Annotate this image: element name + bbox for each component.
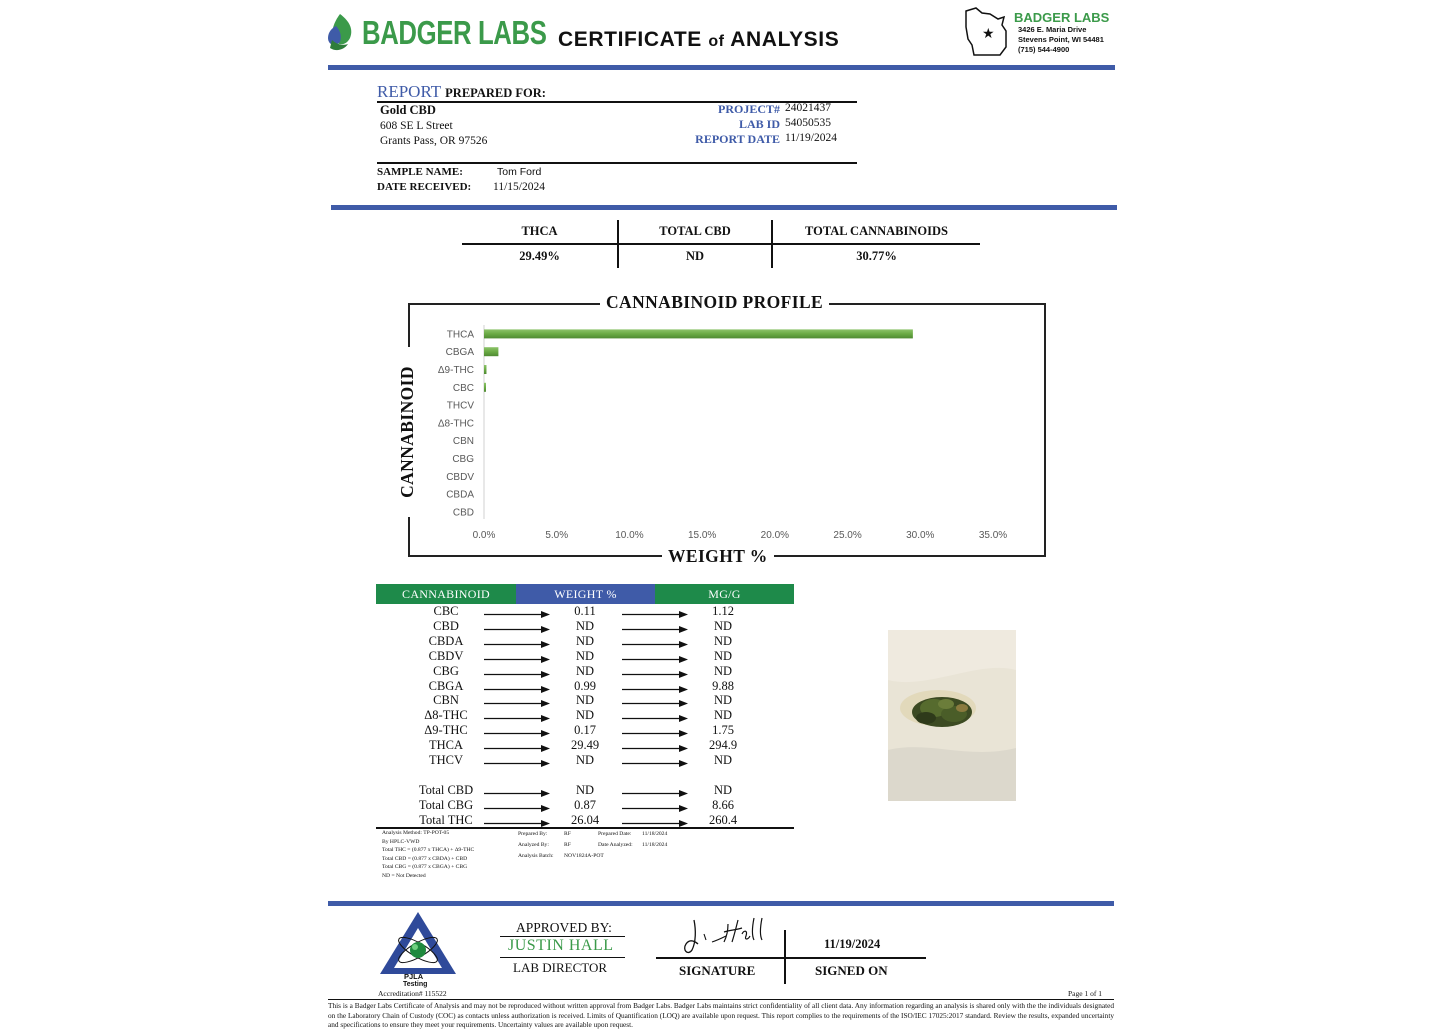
chart-bar [484,347,498,356]
report-date-value: 11/19/2024 [785,132,837,144]
arrow-right-icon [484,640,550,649]
row-mgg: ND [713,663,733,678]
approved-by-label: APPROVED BY: [516,920,612,935]
row-cannabinoid: Total THC [419,812,473,827]
chart-category-label: CBG [452,454,474,465]
row-cannabinoid: THCV [428,753,464,767]
date-received-label: DATE RECEIVED: [377,181,472,193]
arrow-right-icon [622,789,688,798]
sample-rule [377,162,857,164]
summary-value-total-cbd: ND [685,249,705,263]
labid-value: 54050535 [785,117,831,129]
arrow-right-icon [484,670,550,679]
prepared-by-value: RF [564,831,571,837]
summary-rule [462,243,980,245]
row-weight: 0.99 [574,678,596,693]
chart-x-tick-label: 10.0% [615,530,644,541]
table-row [376,738,796,753]
row-weight: ND [575,693,595,708]
project-label: PROJECT# [717,102,780,116]
labid-label: LAB ID [738,117,780,131]
sample-name-label: SAMPLE NAME: [377,166,463,178]
chart-x-tick-label: 35.0% [978,530,1008,541]
arrow-right-icon [484,655,550,664]
report-date-label: REPORT DATE [695,132,780,146]
row-mgg: 8.66 [712,797,734,812]
report-divider [331,205,1117,210]
summary-col-divider-1 [617,220,619,268]
table-row [376,634,796,649]
report-heading [377,82,546,102]
arrow-right-icon [484,759,550,768]
row-weight: ND [575,708,595,723]
results-header-cannabinoid: CANNABINOID [376,584,516,604]
results-header-mgg: MG/G [655,584,794,604]
signature-image [682,914,782,956]
arrow-right-icon [484,699,550,708]
brand-name: BADGER LABS [362,14,547,51]
row-weight: ND [575,663,595,678]
row-weight: 29.49 [570,738,600,753]
prepared-for-label: PREPARED FOR: [445,86,546,100]
table-row [376,664,796,679]
address-brand: BADGER LABS [1014,10,1110,25]
chart-category-label: THCV [446,400,474,412]
row-mgg: 294.9 [708,738,738,753]
row-cannabinoid: Total CBG [418,797,474,812]
chart-category-label: Δ9-THC [437,365,474,376]
table-row [376,619,796,634]
batch-label: Analysis Batch: [518,853,554,859]
prepared-by-label: Prepared By: [518,831,548,837]
row-mgg: ND [713,633,733,648]
chart-x-tick-label: 25.0% [833,530,862,541]
table-row [376,649,796,664]
sample-photo [888,630,1016,801]
header-divider [328,65,1115,70]
method-line: By HPLC-VWD [382,838,420,845]
row-cannabinoid: CBGA [428,678,464,693]
report-label: REPORT [377,82,442,101]
arrow-right-icon [622,655,688,664]
row-weight: 0.87 [574,797,596,812]
row-weight: ND [575,753,595,767]
arrow-right-icon [484,729,550,738]
table-row [376,679,796,694]
row-mgg: ND [713,708,733,723]
method-notes [382,829,517,881]
total-row [376,783,796,798]
arrow-right-icon [622,670,688,679]
arrow-right-icon [484,744,550,753]
arrow-right-icon [622,640,688,649]
row-weight: ND [575,618,595,633]
row-cannabinoid: CBDA [428,633,464,648]
project-value: 24021437 [785,102,831,114]
address-line2: Stevens Point, WI 54481 [1018,35,1104,44]
row-cannabinoid: Δ9-THC [424,723,468,738]
signoff-divider [328,901,1114,906]
chart-x-tick-label: 5.0% [545,530,569,541]
row-cannabinoid: CBD [433,618,459,633]
summary-col-divider-2 [771,220,773,268]
summary-table [462,220,980,268]
approved-rule-bottom [500,957,625,958]
arrow-right-icon [622,625,688,634]
row-mgg: ND [713,618,733,633]
svg-text:★: ★ [982,26,995,42]
analyzed-date-label: Date Analyzed: [598,842,633,848]
footer-disclaimer: This is a Badger Labs Certificate of Analysis and may not be reproduced without written approval from Badger Labs. Badger Labs maintains strict confidentiality of all client data. Any information regarding an analysis is shared only with the the individuals designated on the Laboratory Chain of Custody (COC) as contacts unless authorization is received. Limits of Quantification (LOQ) are available upon request. This report complies to the requirements of the ISO/IEC 17025:2017 standard. Review the results, expanded uncertainty and specifications to ensure they meet your requirements. Uncertainty values are available upon request. [328,1001,1114,1030]
leaf-logo-icon [326,12,356,54]
chart-bar [484,383,486,392]
chart-category-label: CBGA [445,347,474,359]
arrow-right-icon [622,744,688,753]
chart-bar [484,365,486,374]
arrow-right-icon [622,714,688,723]
page-number: Page 1 of 1 [1068,989,1102,998]
method-line: ND = Not Detected [382,872,426,879]
row-cannabinoid: CBG [433,663,459,678]
row-mgg: ND [713,693,733,708]
director-name: JUSTIN HALL [508,937,614,954]
client-name: Gold CBD [380,103,436,117]
summary-header-total-cannabinoids: TOTAL CANNABINOIDS [805,224,948,238]
address-line1: 3426 E. Maria Drive [1018,25,1087,34]
row-cannabinoid: CBN [433,693,459,708]
row-mgg: 9.88 [712,678,734,693]
row-weight: 0.17 [574,723,596,738]
arrow-right-icon [484,789,550,798]
signature-divider [784,930,786,984]
row-cannabinoid: CBDV [428,648,464,663]
method-line: Total CBD = (0.877 x CBDA) + CBD [382,855,468,862]
table-row [376,604,796,619]
chart-category-label: CBD [452,507,474,519]
cannabinoid-profile-chart [420,312,1020,552]
chart-xlabel: WEIGHT % [662,546,774,567]
chart-category-label: CBC [452,382,474,394]
arrow-right-icon [622,610,688,619]
row-cannabinoid: THCA [428,738,464,753]
arrow-right-icon [484,685,550,694]
prep-notes [518,830,718,866]
table-row [376,708,796,723]
summary-value-thca: 29.49% [519,249,560,263]
row-cannabinoid: CBC [433,604,459,618]
summary-header-total-cbd: TOTAL CBD [659,224,731,238]
row-weight: 0.11 [574,604,596,618]
analyzed-date-value: 11/18/2024 [642,842,668,848]
table-row [376,723,796,738]
row-mgg: ND [713,783,733,797]
wisconsin-map-icon [962,5,1012,57]
analyzed-by-label: Analyzed By: [518,842,549,848]
brand-logo [326,12,547,56]
analyzed-by-value: RF [564,842,571,848]
row-mgg: 1.12 [712,604,734,618]
total-row [376,813,796,828]
row-mgg: ND [713,648,733,663]
pjla-testing: Testing [403,981,428,988]
chart-x-tick-label: 30.0% [906,530,935,541]
chart-x-tick-label: 0.0% [472,530,496,541]
arrow-right-icon [484,804,550,813]
row-weight: ND [575,648,595,663]
chart-category-label: Δ8-THC [437,418,474,430]
table-row [376,693,796,708]
chart-category-label: THCA [446,329,474,341]
signature-rule [656,957,926,959]
address-phone: (715) 544-4900 [1018,45,1070,54]
chart-category-label: CBDV [446,471,474,483]
method-line: Total CBG = (0.877 x CBGA) + CBG [382,864,468,871]
date-received-value: 11/15/2024 [493,181,545,193]
results-header-weight: WEIGHT % [516,584,655,604]
batch-value: NOV1824A-POT [564,853,604,859]
client-street: 608 SE L Street [380,120,453,132]
address-block [1014,10,1134,55]
sample-name-value: Tom Ford [497,166,542,178]
chart-ylabel: CANNABINOID [397,347,417,517]
client-city: Grants Pass, OR 97526 [380,135,488,147]
arrow-right-icon [484,610,550,619]
arrow-right-icon [622,759,688,768]
arrow-right-icon [622,804,688,813]
page-title: CERTIFICATE of ANALYSIS [558,28,840,51]
row-mgg: 1.75 [712,723,734,738]
prepared-date-value: 11/18/2024 [642,831,668,837]
pjla-label: PJLA [404,972,424,981]
footer-rule [328,999,1114,1000]
pjla-accreditation-number: Accreditation# 115522 [378,989,447,998]
arrow-right-icon [484,625,550,634]
arrow-right-icon [622,729,688,738]
row-mgg: 260.4 [708,812,738,827]
row-weight: ND [575,783,595,797]
row-weight: 26.04 [570,812,600,827]
signature-label: SIGNATURE [679,963,756,978]
chart-title: CANNABINOID PROFILE [600,292,829,313]
row-cannabinoid: Δ8-THC [424,708,468,723]
total-row [376,798,796,813]
flower-bud-icon [912,697,972,727]
signed-date: 11/19/2024 [824,937,881,951]
chart-x-tick-label: 15.0% [687,530,717,541]
chart-category-label: CBN [452,436,474,448]
chart-category-label: CBDA [446,489,474,501]
chart-x-tick-label: 20.0% [760,530,790,541]
summary-header-thca: THCA [521,224,558,238]
method-line: Analysis Method: TP-POT-05 [382,830,450,836]
arrow-right-icon [484,714,550,723]
table-row [376,753,796,768]
row-mgg: ND [713,753,733,767]
prepared-date-label: Prepared Date: [598,831,632,837]
arrow-right-icon [622,685,688,694]
signed-on-label: SIGNED ON [815,963,888,978]
director-role: LAB DIRECTOR [513,960,608,975]
row-cannabinoid: Total CBD [418,783,474,797]
method-line: Total THC = (0.877 x THCA) + Δ9-THC [382,847,475,854]
row-weight: ND [575,633,595,648]
arrow-right-icon [622,699,688,708]
summary-value-total-cannabinoids: 30.77% [856,249,897,263]
chart-bar [484,329,913,338]
pjla-accreditation-logo [378,910,458,976]
